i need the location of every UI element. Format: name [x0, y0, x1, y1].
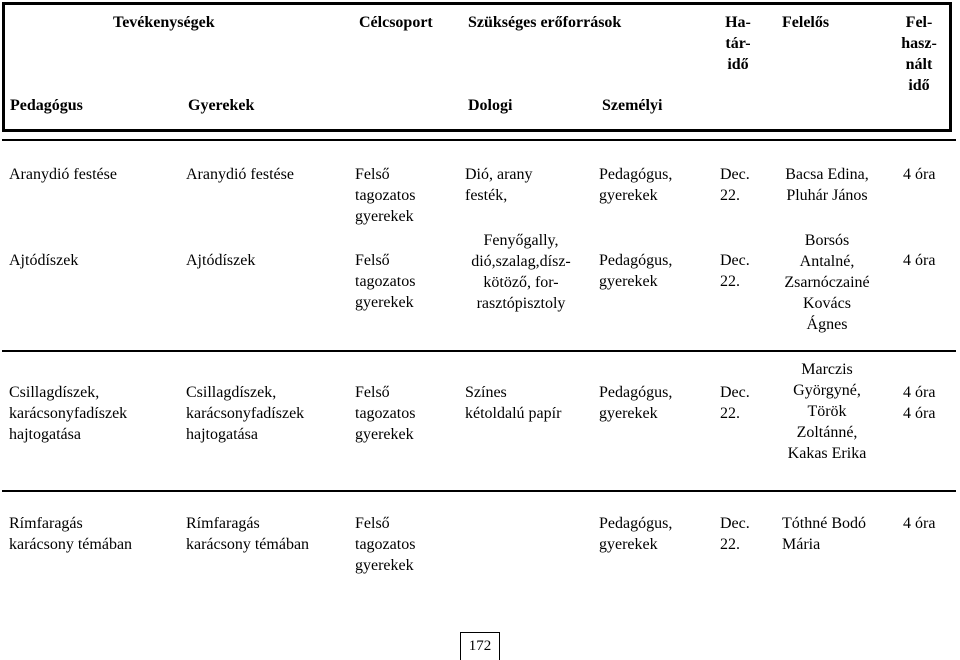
- cell-line: Marczis: [801, 361, 853, 378]
- cell-line: Pedagógus,: [599, 166, 673, 183]
- cell-line: Kovács: [803, 295, 851, 312]
- cell-line: Pluhár János: [786, 187, 868, 204]
- cell-line: gyerekek: [599, 187, 658, 204]
- cell-line: Zsarnóczainé: [784, 274, 870, 291]
- cell-line: rasztópisztoly: [476, 295, 566, 312]
- row-separator: [2, 350, 956, 352]
- header-hatarido-line: idő: [727, 56, 749, 73]
- header-celcsoport: Célcsoport: [359, 14, 433, 31]
- row-2-dologi: [465, 382, 561, 424]
- cell-line: tagozatos: [355, 273, 416, 290]
- header-hatarido: [718, 12, 758, 75]
- cell-line: Dec.: [720, 515, 750, 532]
- cell-line: hajtogatása: [186, 426, 258, 443]
- header-gyerekek: Gyerekek: [188, 97, 255, 114]
- header-dologi: Dologi: [468, 97, 513, 114]
- row-0-pedagogus: [9, 164, 117, 185]
- cell-line: Aranydió festése: [186, 166, 294, 183]
- cell-line: gyerekek: [599, 405, 658, 422]
- cell-line: 4 óra: [903, 405, 936, 422]
- cell-line: karácsony témában: [186, 536, 310, 553]
- row-3-felelos: [782, 513, 866, 555]
- row-1-szemelyi: [599, 250, 672, 292]
- cell-line: Borsós: [804, 232, 850, 249]
- cell-line: Zoltánné,: [796, 424, 858, 441]
- header-hatarido-line: Ha-: [725, 14, 751, 31]
- row-1-hatarido: [720, 250, 750, 292]
- cell-line: Csillagdíszek,: [186, 384, 277, 401]
- row-2-hatarido: [720, 382, 750, 424]
- row-0-szemelyi: [599, 164, 672, 206]
- cell-line: Felső: [355, 252, 390, 269]
- cell-line: hajtogatása: [9, 426, 81, 443]
- row-1-felhasznalt: [903, 250, 935, 271]
- cell-line: 4 óra: [903, 384, 936, 401]
- cell-line: karácsonyfadíszek: [9, 405, 128, 422]
- cell-line: gyerekek: [355, 426, 414, 443]
- row-0-felhasznalt: [903, 164, 935, 185]
- row-separator: [2, 490, 956, 492]
- cell-line: Tóthné Bodó: [782, 515, 866, 532]
- cell-line: Színes: [465, 384, 507, 401]
- cell-line: dió,szalag,dísz-: [471, 253, 571, 270]
- cell-line: Dec.: [720, 166, 750, 183]
- cell-line: 4 óra: [903, 166, 936, 183]
- cell-line: 22.: [720, 405, 740, 422]
- cell-line: Pedagógus,: [599, 515, 673, 532]
- cell-line: 4 óra: [903, 515, 936, 532]
- row-3-celcsoport: [355, 513, 415, 576]
- row-3-gyerekek: [186, 513, 309, 555]
- cell-line: Ajtódíszek: [9, 252, 79, 269]
- cell-line: Ajtódíszek: [186, 252, 256, 269]
- cell-line: 22.: [720, 273, 740, 290]
- row-2-felhasznalt: [903, 382, 935, 424]
- cell-line: Felső: [355, 515, 390, 532]
- header-felelos: Felelős: [782, 14, 830, 31]
- row-0-felelos: [768, 164, 886, 206]
- cell-line: Csillagdíszek,: [9, 384, 100, 401]
- row-3-szemelyi: [599, 513, 672, 555]
- row-2-pedagogus: [9, 382, 127, 445]
- header-pedagogus: Pedagógus: [10, 97, 83, 114]
- table-header: [2, 2, 952, 132]
- cell-line: Györgyné,: [793, 382, 861, 399]
- cell-line: Pedagógus,: [599, 252, 673, 269]
- row-0-gyerekek: [186, 164, 294, 185]
- cell-line: gyerekek: [355, 557, 414, 574]
- header-felhasznalt-ido: [891, 12, 947, 96]
- row-3-pedagogus: [9, 513, 132, 555]
- cell-line: tagozatos: [355, 405, 416, 422]
- cell-line: tagozatos: [355, 187, 416, 204]
- cell-line: Dió, arany: [465, 166, 533, 183]
- row-1-gyerekek: [186, 250, 255, 271]
- row-2-szemelyi: [599, 382, 672, 424]
- cell-line: gyerekek: [355, 294, 414, 311]
- cell-line: Török: [807, 403, 847, 420]
- cell-line: Aranydió festése: [9, 166, 117, 183]
- cell-line: Dec.: [720, 384, 750, 401]
- header-szemelyi: Személyi: [602, 97, 663, 114]
- row-0-dologi: [465, 164, 533, 206]
- row-3-hatarido: [720, 513, 750, 555]
- row-1-pedagogus: [9, 250, 78, 271]
- row-separator: [2, 139, 956, 141]
- header-felhasznalt-line: Fel-: [905, 14, 933, 31]
- cell-line: Rímfaragás: [9, 515, 83, 532]
- cell-line: 22.: [720, 187, 740, 204]
- header-felhasznalt-line: hasz-: [901, 35, 937, 52]
- row-1-dologi: [462, 230, 580, 314]
- header-felhasznalt-line: idő: [908, 77, 930, 94]
- cell-line: Felső: [355, 166, 390, 183]
- cell-line: karácsonyfadíszek: [186, 405, 305, 422]
- header-tevekenysegek: Tevékenységek: [113, 14, 215, 31]
- cell-line: Bacsa Edina,: [785, 166, 869, 183]
- header-hatarido-line: tár-: [725, 35, 751, 52]
- cell-line: Antalné,: [799, 253, 855, 270]
- cell-line: Rímfaragás: [186, 515, 260, 532]
- row-1-felelos: [768, 230, 886, 335]
- cell-line: gyerekek: [599, 536, 658, 553]
- cell-line: kétoldalú papír: [465, 405, 562, 422]
- cell-line: Pedagógus,: [599, 384, 673, 401]
- cell-line: Mária: [782, 536, 821, 553]
- cell-line: Dec.: [720, 252, 750, 269]
- cell-line: festék,: [465, 187, 508, 204]
- row-0-celcsoport: [355, 164, 415, 227]
- cell-line: 4 óra: [903, 252, 936, 269]
- cell-line: Felső: [355, 384, 390, 401]
- row-2-celcsoport: [355, 382, 415, 445]
- row-3-felhasznalt: [903, 513, 935, 534]
- cell-line: karácsony témában: [9, 536, 133, 553]
- cell-line: 22.: [720, 536, 740, 553]
- row-1-celcsoport: [355, 250, 415, 313]
- row-2-gyerekek: [186, 382, 304, 445]
- cell-line: Fenyőgally,: [483, 232, 559, 249]
- header-szukseges-eroforrasok: Szükséges erőforrások: [468, 14, 622, 31]
- cell-line: kötöző, for-: [483, 274, 559, 291]
- cell-line: tagozatos: [355, 536, 416, 553]
- header-felhasznalt-line: nált: [905, 56, 933, 73]
- row-2-felelos: [768, 359, 886, 464]
- cell-line: gyerekek: [355, 208, 414, 225]
- cell-line: Kakas Erika: [787, 445, 867, 462]
- cell-line: gyerekek: [599, 273, 658, 290]
- cell-line: Ágnes: [806, 316, 848, 333]
- row-0-hatarido: [720, 164, 750, 206]
- page-number: 172: [460, 632, 500, 660]
